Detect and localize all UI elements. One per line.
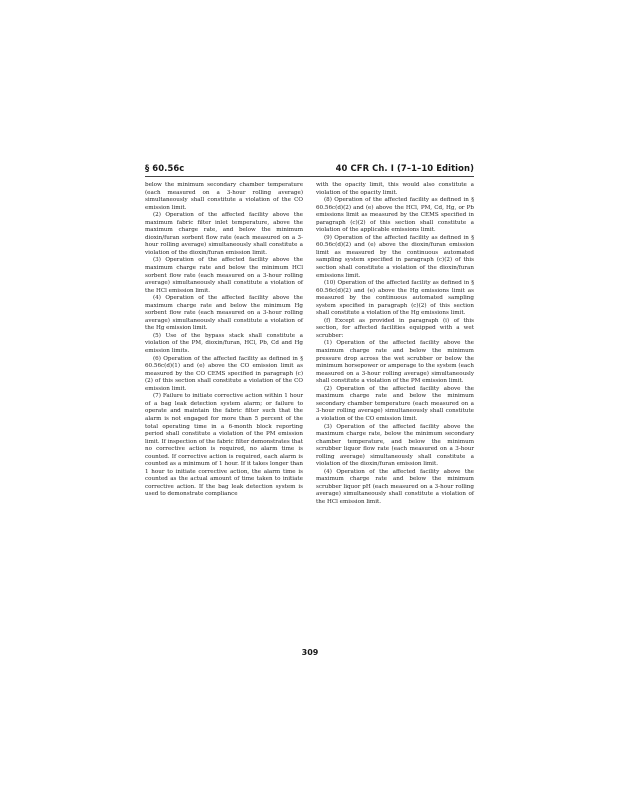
paragraph: (1) Operation of the affected facility above the maximum charge rate and below the minimum pressure drop across the wet scrubber or below the minimum horsepower or amperage to the system (each measured on a 3-hour rolling average) simultaneously shall constitute a violation of the PM emission limit.	[316, 340, 474, 385]
running-header	[145, 163, 474, 173]
paragraph: (3) Operation of the affected facility above the maximum charge rate and below the minimum HCl sorbent flow rate (each measured on a 3-hour rolling average) simultaneously shall constitute a violation of the HCl emission limit.	[145, 257, 303, 294]
paragraph: (3) Operation of the affected facility above the maximum charge rate, below the minimum secondary chamber temperature, and below the minimum scrubber liquor flow rate (each measured on a 3-hour rolling average) simultaneously shall constitute a violation of the dioxin/furan emission limit.	[316, 423, 474, 468]
cfr-edition: 40 CFR Ch. I (7–1–10 Edition)	[335, 163, 474, 173]
paragraph: (9) Operation of the affected facility as defined in § 60.56c(d)(2) and (e) above the dioxin/furan emission limit as measured by the continuous automated sampling system specified in paragraph (c)(2) of this section shall constitute a violation of the dioxin/furan emissions limit.	[316, 234, 474, 279]
paragraph: (10) Operation of the affected facility as defined in § 60.56c(d)(2) and (e) above the Hg emissions limit as measured by the continuous automated sampling system specified in paragraph (c)(2) of this section shall constitute a violation of the Hg emissions limit.	[316, 280, 474, 317]
paragraph: (8) Operation of the affected facility as defined in § 60.56c(d)(2) and (e) above the HCl, PM, Cd, Hg, or Pb emissions limit as measured by the CEMS specified in paragraph (c)(2) of this section shall constitute a violation of the applicable emissions limit.	[316, 197, 474, 234]
paragraph: (6) Operation of the affected facility as defined in § 60.56c(d)(1) and (e) above the CO emission limit as measured by the CO CEMS specified in paragraph (c)(2) of this section shall constitute a violation of the CO emission limit.	[145, 355, 303, 392]
paragraph: with the opacity limit, this would also constitute a violation of the opacity limit.	[316, 182, 474, 196]
paragraph: (4) Operation of the affected facility above the maximum charge rate and below the minimum scrubber liquor pH (each measured on a 3-hour rolling average) simultaneously shall constitute a violation of the HCl emission limit.	[316, 468, 474, 505]
header-rule	[145, 176, 474, 177]
left-column	[145, 182, 303, 499]
paragraph: below the minimum secondary chamber temperature (each measured on a 3-hour rolling average) simultaneously shall constitute a violation of the CO emission limit.	[145, 182, 303, 211]
paragraph: (7) Failure to initiate corrective action within 1 hour of a bag leak detection system alarm; or failure to operate and maintain the fabric filter such that the alarm is not engaged for more than 5 percent of the total operating time in a 6-month block reporting period shall constitute a violation of the PM emission limit. If inspection of the fabric filter demonstrates that no corrective action is required, no alarm time is counted. If corrective action is required, each alarm is counted as a minimum of 1 hour. If it takes longer than 1 hour to initiate corrective action, the alarm time is counted as the actual amount of time taken to initiate corrective action. If the bag leak detection system is used to demonstrate compliance	[145, 393, 303, 498]
paragraph: (2) Operation of the affected facility above the maximum charge rate and below the minimum secondary chamber temperature (each measured on a 3-hour rolling average) simultaneously shall constitute a violation of the CO emission limit.	[316, 385, 474, 422]
page-number: 309	[301, 648, 319, 657]
paragraph: (2) Operation of the affected facility above the maximum fabric filter inlet temperature, above the maximum charge rate, and below the minimum dioxin/furan sorbent flow rate (each measured on a 3-hour rolling average) simultaneously shall constitute a violation of the dioxin/furan emission limit.	[145, 212, 303, 256]
section-number: § 60.56c	[145, 163, 185, 173]
paragraph: (4) Operation of the affected facility above the maximum charge rate and below the minimum Hg sorbent flow rate (each measured on a 3-hour rolling average) simultaneously shall constitute a violation of the Hg emission limit.	[145, 295, 303, 332]
right-column	[316, 182, 474, 507]
paragraph: (f) Except as provided in paragraph (i) of this section, for affected facilities equipped with a wet scrubber:	[316, 317, 474, 339]
paragraph: (5) Use of the bypass stack shall constitute a violation of the PM, dioxin/furan, HCl, Pb, Cd and Hg emission limits.	[145, 332, 303, 355]
